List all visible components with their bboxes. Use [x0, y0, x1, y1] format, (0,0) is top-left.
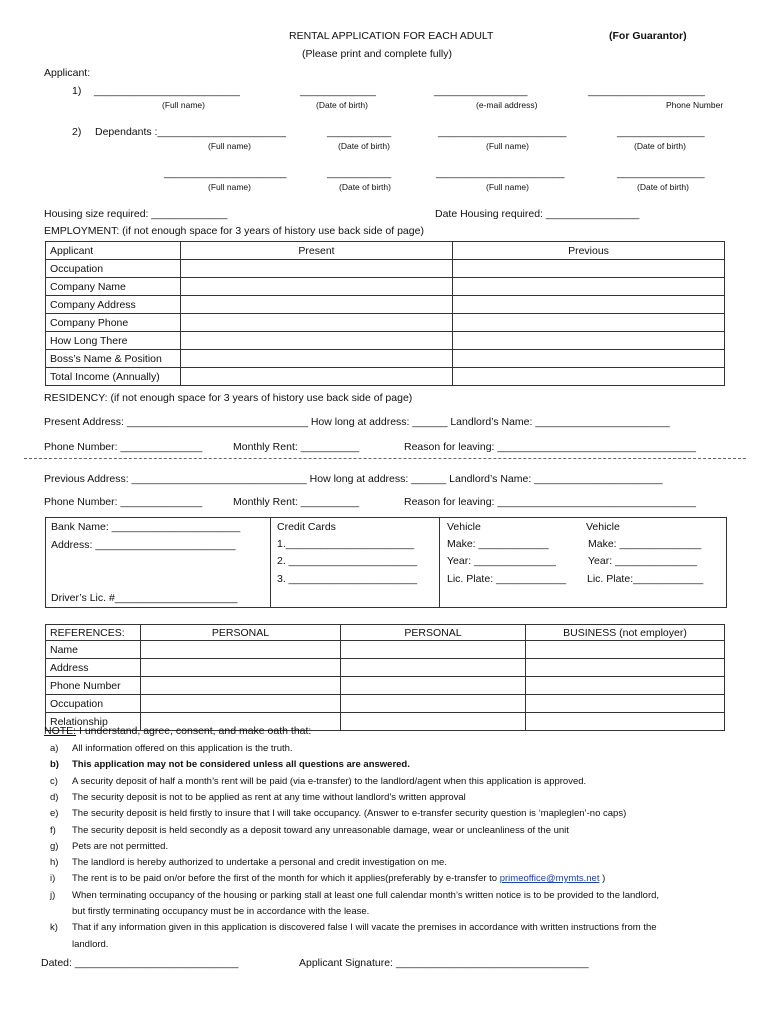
credit-card-2-field[interactable]: 2. ______________________ — [277, 555, 418, 567]
note-text: The security deposit is held firstly to insure that I will take occupancy. (Answer to e-transfer security question is ‘mapleglen’-no caps) — [72, 808, 627, 819]
employment-row-label: Company Name — [46, 278, 181, 296]
notes-heading — [44, 725, 311, 737]
note-key: i) — [50, 873, 56, 884]
employment-row-label: Total Income (Annually) — [46, 368, 181, 386]
credit-cards-label: Credit Cards — [277, 521, 336, 533]
references-header-personal: PERSONAL — [341, 625, 526, 641]
references-header-business: BUSINESS (not employer) — [526, 625, 725, 641]
caption-full-name: (Full name) — [486, 141, 529, 151]
vehicle-2-label: Vehicle — [586, 521, 620, 533]
employment-present-cell[interactable] — [181, 278, 453, 296]
reference-cell[interactable] — [341, 677, 526, 695]
employment-header-applicant: Applicant — [46, 242, 181, 260]
employment-previous-cell[interactable] — [453, 368, 725, 386]
references-row-label: Name — [46, 641, 141, 659]
applicant-email-field[interactable]: ________________ — [434, 85, 528, 97]
note-text: The security deposit is not to be applied as rent at any time without landlord’s written approval — [72, 792, 466, 803]
caption-dob: (Date of birth) — [316, 100, 368, 110]
note-text: All information offered on this application is the truth. — [72, 743, 293, 754]
form-subtitle: (Please print and complete fully) — [302, 48, 452, 60]
vehicle-1-label: Vehicle — [447, 521, 481, 533]
caption-dob: (Date of birth) — [637, 182, 689, 192]
caption-phone: Phone Number — [666, 100, 724, 110]
employment-row-label: Company Address — [46, 296, 181, 314]
note-key: a) — [50, 743, 59, 754]
employment-present-cell[interactable] — [181, 296, 453, 314]
caption-dob: (Date of birth) — [634, 141, 686, 151]
previous-phone-field[interactable]: Phone Number: ______________ — [44, 496, 203, 508]
applicant-label: Applicant: — [44, 67, 91, 79]
references-table — [45, 624, 725, 731]
caption-full-name: (Full name) — [208, 141, 251, 151]
dependant-1-dob-field[interactable]: ___________ — [327, 126, 392, 138]
vehicle-2-make-field[interactable]: Make: ______________ — [588, 538, 702, 550]
reference-cell[interactable] — [341, 713, 526, 731]
drivers-license-field[interactable]: Driver’s Lic. #_____________________ — [51, 592, 238, 604]
note-text: This application may not be considered unless all questions are answered. — [72, 759, 410, 770]
references-row-label: Address — [46, 659, 141, 677]
dependant-1-name-field[interactable]: Dependants :______________________ — [95, 126, 286, 138]
reference-cell[interactable] — [526, 713, 725, 731]
employment-row-label: Boss’s Name & Position — [46, 350, 181, 368]
reference-cell[interactable] — [141, 659, 341, 677]
dependant-2-dob-field[interactable]: _______________ — [617, 126, 705, 138]
note-text: landlord. — [72, 939, 109, 950]
caption-full-name: (Full name) — [162, 100, 205, 110]
caption-dob: (Date of birth) — [338, 141, 390, 151]
employment-row-label: How Long There — [46, 332, 181, 350]
guarantor-label: (For Guarantor) — [609, 30, 687, 42]
employment-present-cell[interactable] — [181, 260, 453, 278]
reference-cell[interactable] — [526, 641, 725, 659]
employment-heading: EMPLOYMENT: (if not enough space for 3 years of history use back side of page) — [44, 225, 424, 237]
note-text: Pets are not permitted. — [72, 841, 169, 852]
employment-previous-cell[interactable] — [453, 278, 725, 296]
note-key: g) — [50, 841, 59, 852]
caption-dob: (Date of birth) — [339, 182, 391, 192]
previous-reason-field[interactable]: Reason for leaving: __________________________________ — [404, 496, 696, 508]
notes-heading-text: I understand, agree, consent, and make oath that: — [76, 725, 312, 737]
employment-previous-cell[interactable] — [453, 350, 725, 368]
note-text-part: The rent is to be paid on/or before the first of the month for which it applies(preferably by e-transfer to — [72, 873, 500, 884]
employment-row-label: Occupation — [46, 260, 181, 278]
reference-cell[interactable] — [141, 677, 341, 695]
applicant-phone-field[interactable]: ____________________ — [588, 85, 705, 97]
note-key: k) — [50, 922, 58, 933]
employment-header-previous: Previous — [453, 242, 725, 260]
references-row-label: Relationship — [46, 713, 141, 731]
caption-full-name: (Full name) — [486, 182, 529, 192]
reference-cell[interactable] — [341, 641, 526, 659]
vehicle-1-year-field[interactable]: Year: ______________ — [447, 555, 556, 567]
employment-present-cell[interactable] — [181, 350, 453, 368]
credit-card-1-field[interactable]: 1.______________________ — [277, 538, 415, 550]
note-text: That if any information given in this application is discovered false I will vacate the premises in accordance with written instructions from the — [72, 922, 657, 933]
divider — [439, 517, 440, 607]
note-key: c) — [50, 776, 58, 787]
note-key: d) — [50, 792, 59, 803]
caption-full-name: (Full name) — [208, 182, 251, 192]
present-address-field[interactable]: Present Address: _______________________________ How long at address: ______ Landlord’s Name: _______________________ — [44, 416, 670, 428]
dependants-number: 2) — [72, 126, 82, 138]
references-row-label: Phone Number — [46, 677, 141, 695]
employment-present-cell[interactable] — [181, 332, 453, 350]
dependant-4-name-field[interactable]: ______________________ — [436, 167, 565, 179]
dependant-3-name-field[interactable]: _____________________ — [164, 167, 287, 179]
reference-cell[interactable] — [141, 641, 341, 659]
previous-rent-field[interactable]: Monthly Rent: __________ — [233, 496, 360, 508]
reference-cell[interactable] — [141, 695, 341, 713]
note-text-end: ) — [599, 873, 606, 884]
note-text: When terminating occupancy of the housing or parking stall at least one full calendar month’s written notice is to be provided to the landlord, — [72, 890, 660, 901]
applicant-number: 1) — [72, 85, 82, 97]
employment-table — [45, 241, 725, 386]
notes-heading-underlined: NOTE: — [44, 725, 77, 737]
reference-cell[interactable] — [341, 659, 526, 677]
present-phone-field[interactable]: Phone Number: ______________ — [44, 441, 203, 453]
credit-card-3-field[interactable]: 3. ______________________ — [277, 573, 418, 585]
note-key: j) — [50, 890, 56, 901]
vehicle-2-year-field[interactable]: Year: ______________ — [588, 555, 697, 567]
present-reason-field[interactable]: Reason for leaving: __________________________________ — [404, 441, 696, 453]
caption-email: (e-mail address) — [476, 100, 538, 110]
employment-row-label: Company Phone — [46, 314, 181, 332]
dependant-4-dob-field[interactable]: _______________ — [617, 167, 705, 179]
references-row-label: Occupation — [46, 695, 141, 713]
vehicle-1-plate-field[interactable]: Lic. Plate: ____________ — [447, 573, 567, 585]
note-text: A security deposit of half a month’s rent will be paid (via e-transfer) to the landlord/agent when this application is approved. — [72, 776, 587, 787]
present-rent-field[interactable]: Monthly Rent: __________ — [233, 441, 360, 453]
dependant-3-dob-field[interactable]: ___________ — [327, 167, 392, 179]
note-key: h) — [50, 857, 59, 868]
references-header: REFERENCES: — [46, 625, 141, 641]
note-text: The landlord is hereby authorized to undertake a personal and credit investigation on me. — [72, 857, 447, 868]
housing-date-field[interactable]: Date Housing required: ________________ — [435, 208, 640, 220]
reference-cell[interactable] — [526, 695, 725, 713]
note-text: The security deposit is held secondly as a deposit toward any unreasonable damage, wear or uncleanliness of the unit — [72, 825, 569, 836]
applicant-signature-field[interactable]: Applicant Signature: _________________________________ — [299, 957, 589, 969]
reference-cell[interactable] — [526, 659, 725, 677]
reference-cell[interactable] — [341, 695, 526, 713]
employment-previous-cell[interactable] — [453, 314, 725, 332]
employment-present-cell[interactable] — [181, 314, 453, 332]
references-header-personal: PERSONAL — [141, 625, 341, 641]
form-title: RENTAL APPLICATION FOR EACH ADULT — [289, 30, 494, 42]
note-key: e) — [50, 808, 59, 819]
dated-field[interactable]: Dated: ____________________________ — [41, 957, 239, 969]
residency-heading: RESIDENCY: (if not enough space for 3 years of history use back side of page) — [44, 392, 413, 404]
employment-present-cell[interactable] — [181, 368, 453, 386]
bank-address-field[interactable]: Address: ________________________ — [51, 539, 236, 551]
note-key: f) — [50, 825, 56, 836]
bank-name-field[interactable]: Bank Name: ______________________ — [51, 521, 241, 533]
previous-address-field[interactable]: Previous Address: ______________________________ How long at address: ______ Landlord’s Name: ______________________ — [44, 473, 663, 485]
applicant-name-field[interactable]: _________________________ — [94, 85, 240, 97]
employment-previous-cell[interactable] — [453, 260, 725, 278]
vehicle-1-make-field[interactable]: Make: ____________ — [447, 538, 549, 550]
employment-header-present: Present — [181, 242, 453, 260]
vehicle-2-plate-field[interactable]: Lic. Plate:____________ — [587, 573, 704, 585]
employment-previous-cell[interactable] — [453, 296, 725, 314]
reference-cell[interactable] — [526, 677, 725, 695]
divider — [270, 517, 271, 607]
housing-size-field[interactable]: Housing size required: _____________ — [44, 208, 228, 220]
note-key: b) — [50, 759, 59, 770]
dependant-2-name-field[interactable]: ______________________ — [438, 126, 567, 138]
note-text — [72, 873, 605, 884]
email-link[interactable]: primeoffice@mymts.net — [499, 873, 600, 884]
employment-previous-cell[interactable] — [453, 332, 725, 350]
divider — [24, 458, 746, 459]
note-text: but firstly terminating occupancy must be in accordance with the lease. — [72, 906, 370, 917]
applicant-dob-field[interactable]: _____________ — [300, 85, 376, 97]
